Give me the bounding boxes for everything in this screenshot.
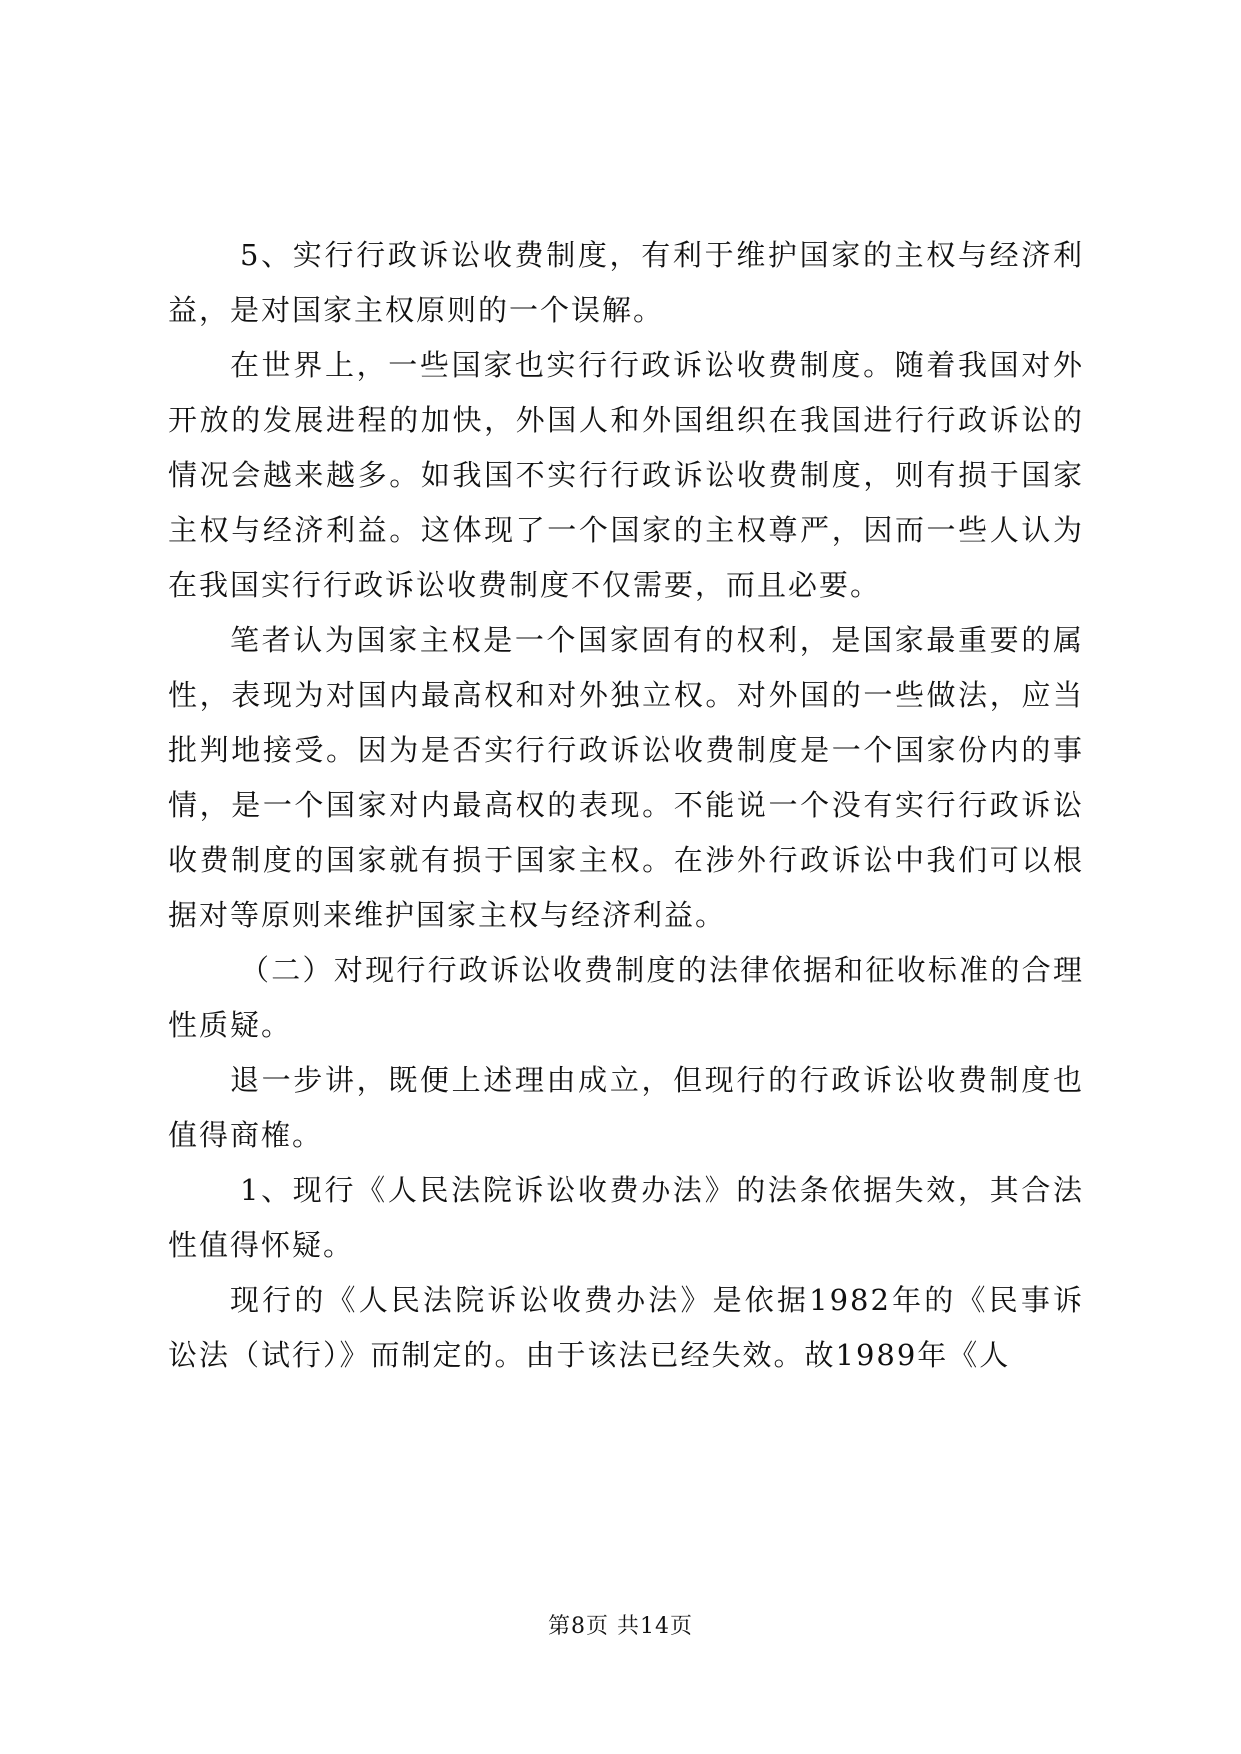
section-heading-2: （二）对现行行政诉讼收费制度的法律依据和征收标准的合理性质疑。 <box>168 953 1084 1042</box>
document-body <box>168 228 1084 1383</box>
paragraph-point-5: 5、实行行政诉讼收费制度，有利于维护国家的主权与经济利益，是对国家主权原则的一个误解。 <box>168 238 1084 327</box>
paragraph-point-1: 1、现行《人民法院诉讼收费办法》的法条依据失效，其合法性值得怀疑。 <box>168 1173 1084 1262</box>
paragraph-current-regulation: 现行的《人民法院诉讼收费办法》是依据1982年的《民事诉讼法（试行）》而制定的。由于该法已经失效。故1989年《人 <box>168 1283 1084 1372</box>
paragraph-world-practice: 在世界上，一些国家也实行行政诉讼收费制度。随着我国对外开放的发展进程的加快，外国人和外国组织在我国进行行政诉讼的情况会越来越多。如我国不实行行政诉讼收费制度，则有损于国家主权与经济利益。这体现了一个国家的主权尊严，因而一些人认为在我国实行行政诉讼收费制度不仅需要，而且必要。 <box>168 348 1084 602</box>
paragraph-author-view: 笔者认为国家主权是一个国家固有的权利，是国家最重要的属性，表现为对国内最高权和对外独立权。对外国的一些做法，应当批判地接受。因为是否实行行政诉讼收费制度是一个国家份内的事情，是一个国家对内最高权的表现。不能说一个没有实行行政诉讼收费制度的国家就有损于国家主权。在涉外行政诉讼中我们可以根据对等原则来维护国家主权与经济利益。 <box>168 623 1084 932</box>
page-number-footer: 第8页 共14页 <box>548 1614 693 1639</box>
paragraph-step-back: 退一步讲，既便上述理由成立，但现行的行政诉讼收费制度也值得商榷。 <box>168 1063 1084 1152</box>
